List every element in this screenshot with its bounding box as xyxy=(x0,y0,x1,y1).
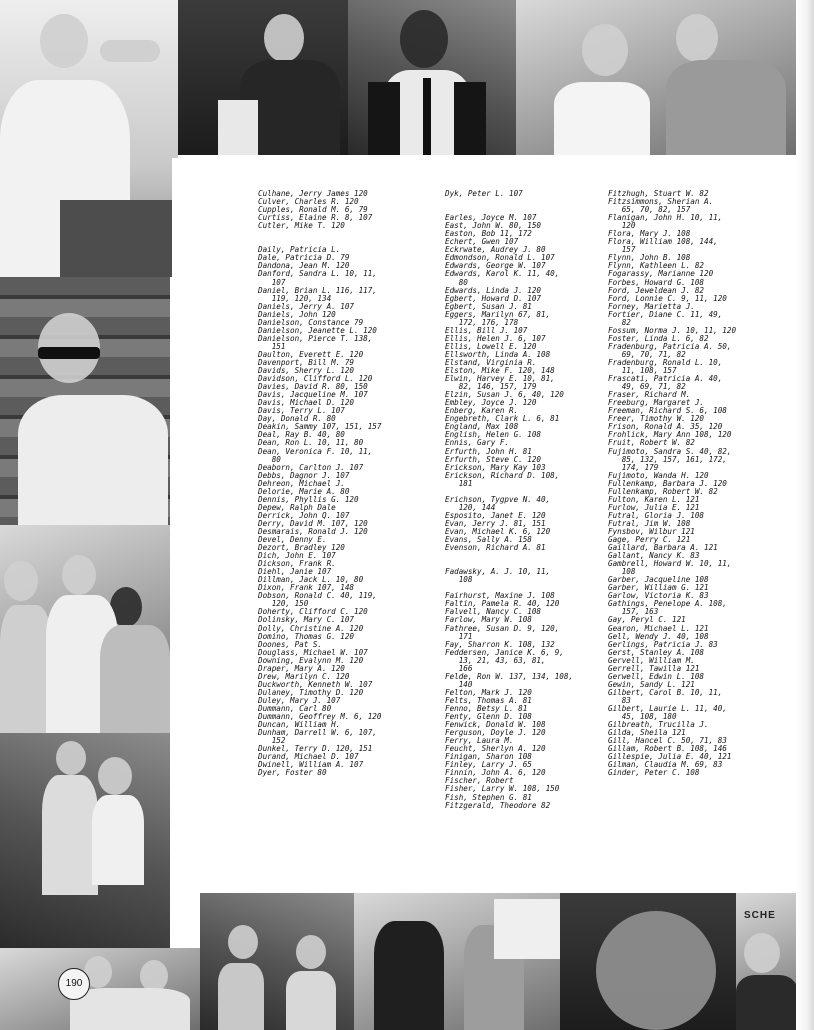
index-entry: Derrick, John Q. 107 xyxy=(258,510,350,520)
index-entry: Fullenkamp, Barbara J. 120 xyxy=(608,478,727,488)
index-entry: Ellis, Helen J. 6, 107 xyxy=(445,333,546,343)
index-entry: Forney, Marietta J. xyxy=(608,301,695,311)
index-entry: Freeburg, Margaret J. xyxy=(608,398,705,408)
index-entry: Gillespie, Julia E. 40, 121 xyxy=(608,752,732,762)
index-entry: Duley, Mary J. 107 xyxy=(258,695,341,705)
index-entry: 120, 150 xyxy=(258,599,309,609)
index-entry xyxy=(258,230,381,238)
index-entry: Ennis, Gary F. xyxy=(445,438,510,448)
index-entry: Dulaney, Timothy D. 120 xyxy=(258,687,364,697)
index-entry: 13, 21, 43, 63, 81, xyxy=(445,655,546,665)
index-entry: 80 xyxy=(258,454,281,464)
index-entry: Dwinell, William A. 107 xyxy=(258,760,364,770)
index-entry: Doherty, Clifford C. 120 xyxy=(258,607,368,617)
index-entry: Eckrwate, Audrey J. 80 xyxy=(445,245,546,255)
photo-smiling-students xyxy=(516,0,798,155)
index-entry: Ford, Lonnie C. 9, 11, 120 xyxy=(608,293,727,303)
index-entry: Elstand, Virginia R. xyxy=(445,357,537,367)
index-entry: Finnin, John A. 6, 120 xyxy=(445,768,546,778)
index-entry: Gerst, Stanley A. 108 xyxy=(608,647,705,657)
index-entry: Foster, Linda L. 6, 82 xyxy=(608,333,709,343)
index-entry: Feucht, Sherlyn A. 120 xyxy=(445,744,546,754)
index-entry: 45, 108, 180 xyxy=(608,712,677,722)
index-entry: Dummann, Carl 80 xyxy=(258,704,332,713)
index-entry: 65, 70, 82, 157 xyxy=(608,205,691,215)
index-entry: Davis, Jacqueline M. 107 xyxy=(258,390,368,400)
index-entry: 172, 176, 178 xyxy=(445,317,519,327)
index-entry: Elzin, Susan J. 6, 40, 120 xyxy=(445,390,564,400)
photo-bare-foot-closeup xyxy=(560,893,736,1030)
index-entry: 107 xyxy=(258,277,286,287)
index-entry: Fischer, Robert xyxy=(445,776,514,786)
index-entry: Dummann, Geoffrey M. 6, 120 xyxy=(258,712,382,722)
index-entry: Devel, Denny E. xyxy=(258,535,327,545)
index-entry: Frohlick, Mary Ann 108, 120 xyxy=(608,430,732,440)
index-entry: Dickson, Frank R. xyxy=(258,559,336,569)
index-entry: Davies, David R. 80, 150 xyxy=(258,382,368,392)
index-entry: Dunkel, Terry D. 120, 151 xyxy=(258,744,373,754)
index-entry: Fitzhugh, Stuart W. 82 xyxy=(608,189,709,198)
index-entry: Dolly, Christine A. 120 xyxy=(258,623,364,633)
sign-text: SCHE xyxy=(744,910,776,921)
index-entry: Felts, Thomas A. 81 xyxy=(445,695,532,705)
index-entry: Erfurth, John H. 81 xyxy=(445,446,532,456)
index-entry: Futral, Gloria J. 108 xyxy=(608,510,705,520)
index-entry xyxy=(445,552,573,560)
index-entry: Danielson, Pierce T. 138, xyxy=(258,333,373,343)
index-entry: Gell, Wendy J. 40, 108 xyxy=(608,631,709,641)
index-entry: Dean, Veronica F. 10, 11, xyxy=(258,446,373,456)
index-entry: Gage, Perry C. 121 xyxy=(608,535,691,545)
index-entry: Erickson, Mary Kay 103 xyxy=(445,462,546,472)
index-entry: Dillman, Jack L. 10, 80 xyxy=(258,575,364,585)
index-entry: Daily, Patricia L. xyxy=(258,245,341,255)
index-entry: 181 xyxy=(445,478,473,488)
index-entry: Dunham, Darrell W. 6, 107, xyxy=(258,728,377,738)
index-entry: 69, 70, 71, 82 xyxy=(608,349,686,359)
index-entry: Day, Donald R. 80 xyxy=(258,414,336,424)
index-entry: Finley, Larry J. 65 xyxy=(445,760,532,770)
index-entry: Gervell, William M. xyxy=(608,655,695,665)
photo-student-in-tie xyxy=(348,0,516,155)
index-entry: Durand, Michael D. 107 xyxy=(258,752,359,762)
index-entry: Felde, Ron W. 137, 134, 108, xyxy=(445,671,574,681)
index-entry: Furlow, Julia E. 121 xyxy=(608,502,700,512)
index-entry: Erickson, Richard D. 108, xyxy=(445,470,560,480)
index-entry: 49, 69, 71, 82 xyxy=(608,382,686,392)
index-entry: Fish, Stephen G. 81 xyxy=(445,792,532,802)
index-entry: 120, 144 xyxy=(445,502,496,512)
index-entry: Dyk, Peter L. 107 xyxy=(445,189,523,198)
index-entry: 140 xyxy=(445,679,473,689)
index-entry: Gerrell, Tawilla 121 xyxy=(608,663,700,673)
index-entry: Earles, Joyce M. 107 xyxy=(445,213,537,223)
index-entry: Debbs, Dagnor J. 107 xyxy=(258,470,350,480)
index-entry: Gearon, Michael L. 121 xyxy=(608,623,709,633)
photo-two-children xyxy=(0,733,170,951)
index-entry: 174, 179 xyxy=(608,462,659,472)
index-entry: Fitzgerald, Theodore 82 xyxy=(445,800,551,810)
index-entry: Futral, Jim W. 108 xyxy=(608,518,691,528)
index-entry: Gilman, Claudia M. 69, 83 xyxy=(608,760,723,770)
index-entry: Fathree, Susan D. 9, 120, xyxy=(445,623,560,633)
index-entry: Ellis, Lowell E. 120 xyxy=(445,341,537,351)
index-entry: Davis, Michael D. 120 xyxy=(258,398,355,408)
index-entry: Erfurth, Steve C. 120 xyxy=(445,454,542,464)
index-entry: Easton, Bob 11, 172 xyxy=(445,229,532,239)
index-entry: Evans, Sally A. 158 xyxy=(445,535,532,545)
index-entry: Garber, William G. 121 xyxy=(608,583,709,593)
index-entry: Eggers, Marilyn 67, 81, xyxy=(445,309,551,319)
page-edge xyxy=(796,0,814,1030)
index-entry: Cupples, Ronald M. 6, 79 xyxy=(258,205,368,215)
index-entry: Delorie, Marie A. 80 xyxy=(258,486,350,496)
index-entry: Deaborn, Carlton J. 107 xyxy=(258,462,364,472)
index-entry: Ford, Jeweldean J. 82 xyxy=(608,285,705,295)
index-entry: Draper, Mary A. 120 xyxy=(258,663,345,673)
index-entry: Engebreth, Clark L. 6, 81 xyxy=(445,414,560,424)
index-entry: Fogarassy, Marianne 120 xyxy=(608,269,714,279)
index-entry: Evan, Michael K. 6, 120 xyxy=(445,526,551,536)
index-entry: Fadawsky, A. J. 10, 11, xyxy=(445,567,551,577)
index-entry: Douglass, Michael W. 107 xyxy=(258,647,368,657)
index-entry: Fullenkamp, Robert W. 82 xyxy=(608,486,718,496)
index-entry: Freer, Timothy W. 120 xyxy=(608,414,705,424)
index-entry: 82, 146, 157, 179 xyxy=(445,382,537,392)
index-entry: Doones, Pat S. xyxy=(258,639,323,649)
page-number: 190 xyxy=(58,968,90,1000)
index-entry: Fossum, Norma J. 10, 11, 120 xyxy=(608,325,737,335)
index-entry: Depew, Ralph Dale xyxy=(258,502,336,512)
index-entry: Flynn, John B. 108 xyxy=(608,253,691,263)
index-entry: Gilbreath, Trucilla J. xyxy=(608,720,709,730)
index-entry: Flanigan, John H. 10, 11, xyxy=(608,213,723,223)
index-entry: 171 xyxy=(445,631,473,641)
index-entry: 11, 108, 157 xyxy=(608,366,677,376)
index-entry: 151 xyxy=(258,341,286,351)
index-entry: Fulton, Karen L. 121 xyxy=(608,494,700,504)
index-entry: Finigan, Sharon 108 xyxy=(445,752,532,762)
index-entry: Gerlings, Patricia J. 83 xyxy=(608,639,718,649)
index-entry: Faltin, Pamela R. 40, 120 xyxy=(445,599,560,609)
index-entry: Daulton, Everett E. 120 xyxy=(258,349,364,359)
index-entry: Fruit, Robert W. 82 xyxy=(608,438,695,448)
index-entry: Elwin, Harvey E. 10, 81, xyxy=(445,374,555,384)
index-entry: 157 xyxy=(608,245,636,255)
index-entry: Echert, Gwen 107 xyxy=(445,237,519,247)
index-entry: Fairhurst, Maxine J. 108 xyxy=(445,591,555,601)
index-entry: 120 xyxy=(608,221,636,231)
index-entry: Fay, Sharron K. 108, 132 xyxy=(445,639,555,649)
index-entry: Feddersen, Janice K. 6, 9, xyxy=(445,647,564,657)
index-entry: 82 xyxy=(608,317,631,327)
index-entry: Duckworth, Kenneth W. 107 xyxy=(258,679,373,689)
index-entry: Erichson, Tygpve N. 40, xyxy=(445,494,551,504)
index-entry: Fenno, Betsy L. 81 xyxy=(445,704,528,713)
index-entry: Garlow, Victoria K. 83 xyxy=(608,591,709,601)
index-entry: Daniels, Jerry A. 107 xyxy=(258,301,355,311)
index-entry: Dean, Ron L. 10, 11, 80 xyxy=(258,438,364,448)
index-entry: Curtiss, Elaine R. 8, 107 xyxy=(258,213,373,223)
index-entry: Fortier, Diane C. 11, 49, xyxy=(608,309,723,319)
index-entry: Dandona, Jean M. 120 xyxy=(258,261,350,271)
index-entry: Danielson, Jeanette L. 120 xyxy=(258,325,377,335)
photo-boy-in-sunglasses xyxy=(0,277,170,525)
index-entry: English, Helen G. 108 xyxy=(445,430,542,440)
index-entry: Gilbert, Laurie L. 11, 40, xyxy=(608,704,727,713)
index-entry: Falvell, Nancy C. 108 xyxy=(445,607,542,617)
index-entry: Egbert, Howard D. 107 xyxy=(445,293,542,303)
index-entry: Evan, Jerry J. 81, 151 xyxy=(445,518,546,528)
index-entry: Deal, Ray B. 40, 80 xyxy=(258,430,345,440)
photo-group-outdoors xyxy=(0,525,170,733)
index-entry: Evenson, Richard A. 81 xyxy=(445,543,546,553)
index-entry: 157, 163 xyxy=(608,607,659,617)
index-entry: Freeman, Richard S. 6, 108 xyxy=(608,406,727,416)
index-entry: Daniel, Brian L. 116, 117, xyxy=(258,285,377,295)
index-entry: Gathings, Penelope A. 108, xyxy=(608,599,727,609)
index-entry: Fynsbov, Wilbur 121 xyxy=(608,526,695,536)
index-entry: Daniels, John 120 xyxy=(258,309,336,319)
index-entry: Gaillard, Barbara A. 121 xyxy=(608,543,718,553)
index-entry: Fisher, Larry W. 108, 150 xyxy=(445,784,560,794)
index-entry: East, John W. 80, 150 xyxy=(445,221,542,231)
photo-students-talking xyxy=(178,0,348,155)
index-entry: Dyer, Foster 80 xyxy=(258,768,327,778)
index-entry: Dich, John E. 107 xyxy=(258,551,336,561)
index-entry: Dennis, Phyllis G. 120 xyxy=(258,494,359,504)
index-entry: Dolinsky, Mary C. 107 xyxy=(258,615,355,625)
index-entry: Dehreon, Michael J. xyxy=(258,478,345,488)
index-entry: Gilbert, Carol B. 10, 11, xyxy=(608,687,723,697)
index-entry: Edwards, Linda J. 120 xyxy=(445,285,542,295)
index-entry: Flora, William 108, 144, xyxy=(608,237,718,247)
index-entry: Gerwell, Edwin L. 108 xyxy=(608,671,705,681)
photo-girls-bottom-left xyxy=(0,948,200,1030)
index-entry: Danford, Sandra L. 10, 11, xyxy=(258,269,377,279)
index-entry: 166 xyxy=(445,663,473,673)
index-entry: Frascati, Patricia A. 40, xyxy=(608,374,723,384)
index-entry: Desmarais, Ronald J. 120 xyxy=(258,526,368,536)
index-entry: Gallant, Nancy K. 83 xyxy=(608,551,700,561)
index-entry: Deakin, Sammy 107, 151, 157 xyxy=(258,422,382,432)
index-entry: Fenwick, Donald W. 108 xyxy=(445,720,546,730)
index-column-c-d xyxy=(258,190,381,777)
index-column-f-g xyxy=(608,190,736,777)
index-entry: Flora, Mary J. 108 xyxy=(608,229,691,239)
index-column-d-f xyxy=(445,190,573,810)
index-entry: Fradenburg, Patricia A. 50, xyxy=(608,341,732,351)
index-entry: Ellsworth, Linda A. 108 xyxy=(445,349,551,359)
index-entry: Derry, David M. 107, 120 xyxy=(258,518,368,528)
index-entry: Dobson, Ronald C. 40, 119, xyxy=(258,591,377,601)
index-entry: Diehl, Janie 107 xyxy=(258,567,332,577)
index-entry: Flynn, Kathleen L. 82 xyxy=(608,261,705,271)
index-entry: Dezort, Bradley 120 xyxy=(258,543,345,553)
index-entry: Domino, Thomas G. 120 xyxy=(258,631,355,641)
index-entry: Garber, Jacqueline 108 xyxy=(608,575,709,585)
index-entry: Gambrell, Howard W. 10, 11, xyxy=(608,559,732,569)
index-entry: England, Max 108 xyxy=(445,422,519,432)
photo-flexing-man xyxy=(0,0,178,277)
index-entry: Gilda, Sheila 121 xyxy=(608,728,686,738)
photo-costumed-girls xyxy=(200,893,354,1030)
index-entry: Ginder, Peter C. 108 xyxy=(608,768,700,778)
index-entry: 119, 120, 134 xyxy=(258,293,332,303)
index-entry: Farlow, Mary W. 108 xyxy=(445,615,532,625)
index-entry: Edwards, George W. 107 xyxy=(445,261,546,271)
index-entry: Dixon, Frank 107, 148 xyxy=(258,583,355,593)
index-entry: Gewin, Sandy L. 121 xyxy=(608,679,695,689)
index-entry: Culver, Charles R. 120 xyxy=(258,197,359,207)
index-entry: Davids, Sherry L. 120 xyxy=(258,366,355,376)
index-entry: Davidson, Clifford L. 120 xyxy=(258,374,373,384)
index-entry: Esposito, Janet E. 120 xyxy=(445,510,546,520)
index-entry: Gillam, Robert B. 108, 146 xyxy=(608,744,727,754)
index-entry: Fraser, Richard M. xyxy=(608,390,691,400)
index-entry: Edmondson, Ronald L. 107 xyxy=(445,253,555,263)
index-entry: Drew, Marilyn C. 120 xyxy=(258,671,350,681)
index-entry: Dale, Patricia D. 79 xyxy=(258,253,350,263)
index-entry: 108 xyxy=(608,567,636,577)
index-entry: Fujimoto, Wanda H. 120 xyxy=(608,470,709,480)
index-entry: Fradenburg, Ronald L. 10, xyxy=(608,357,723,367)
index-entry: Forbes, Howard G. 108 xyxy=(608,277,705,287)
index-entry: Egbert, Susan J. 81 xyxy=(445,301,532,311)
index-entry: Fujimoto, Sandra S. 40, 82, xyxy=(608,446,732,456)
index-entry: Ferry, Laura M. xyxy=(445,736,514,746)
index-entry: Elston, Mike F. 120, 148 xyxy=(445,366,555,376)
index-entry: Davis, Terry L. 107 xyxy=(258,406,345,416)
index-entry: Ferguson, Doyle J. 120 xyxy=(445,728,546,738)
index-entry: Ellis, Bill J. 107 xyxy=(445,325,528,335)
index-entry: 152 xyxy=(258,736,286,746)
photo-students-bending xyxy=(354,893,560,1030)
index-entry: Gill, Hancel C. 50, 71, 83 xyxy=(608,736,727,746)
index-entry: Danielson, Constance 79 xyxy=(258,317,364,327)
index-entry: 83 xyxy=(608,695,631,705)
index-entry: Frison, Ronald A. 35, 120 xyxy=(608,422,723,432)
index-entry: Fitzsimmons, Sherian A. xyxy=(608,197,714,207)
index-entry: Enberg, Karen R. xyxy=(445,406,519,416)
index-entry: Fenty, Glenn D. 108 xyxy=(445,712,532,722)
index-entry: 85, 132, 157, 161, 172, xyxy=(608,454,727,464)
index-entry: Downing, Evalynn M. 120 xyxy=(258,655,364,665)
index-entry: Embley, Joyce J. 120 xyxy=(445,398,537,408)
index-entry: Culhane, Jerry James 120 xyxy=(258,189,368,198)
index-entry xyxy=(445,198,573,206)
index-entry: Edwards, Karol K. 11, 40, xyxy=(445,269,560,279)
index-entry: Cutler, Mike T. 120 xyxy=(258,221,345,231)
index-entry: Duncan, William H. xyxy=(258,720,341,730)
index-entry: Gay, Peryl C. 121 xyxy=(608,615,686,625)
index-entry: Felton, Mark J. 120 xyxy=(445,687,532,697)
index-entry: 108 xyxy=(445,575,473,585)
index-entry: 80 xyxy=(445,277,468,287)
index-entry: Davenport, Bill M. 79 xyxy=(258,357,355,367)
